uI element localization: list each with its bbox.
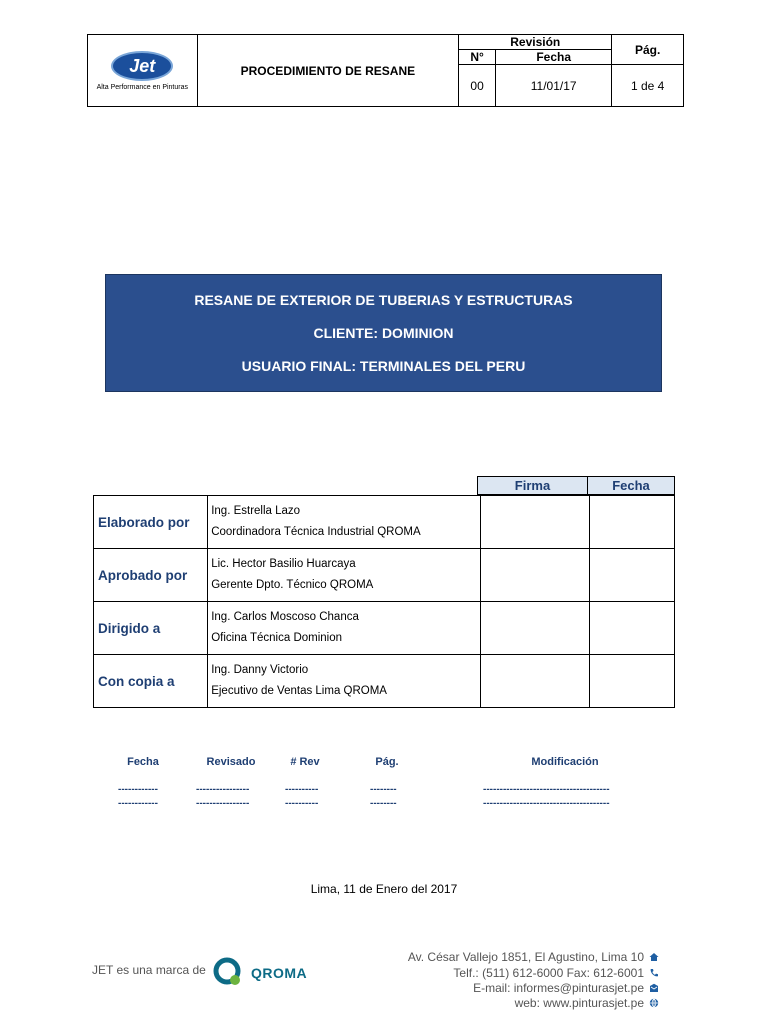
logo-tagline: Alta Performance en Pinturas	[96, 83, 188, 91]
rev-dash: ----------	[285, 798, 319, 809]
document-header	[87, 34, 684, 107]
rev-dash: ------------	[118, 784, 158, 795]
date-cell	[589, 549, 674, 602]
table-row	[94, 496, 675, 549]
signature-cell	[480, 655, 589, 708]
page-value: 1 de 4	[612, 65, 684, 107]
rev-dash: ------------	[118, 798, 158, 809]
globe-icon	[649, 998, 659, 1008]
rev-col-modification: Modificación	[531, 756, 599, 768]
person-cell	[208, 655, 480, 708]
title-line-3: USUARIO FINAL: TERMINALES DEL PERU	[241, 358, 526, 374]
rev-dash: --------------------------------------	[483, 784, 610, 795]
phone-icon	[649, 968, 659, 978]
person-role: Gerente Dpto. Técnico QROMA	[211, 579, 374, 591]
rev-dash: --------	[370, 784, 397, 795]
person-role: Coordinadora Técnica Industrial QROMA	[211, 526, 421, 538]
logo-cell	[88, 35, 198, 107]
row-label: Elaborado por	[94, 496, 208, 549]
brand-text: JET es una marca de	[92, 963, 206, 977]
qroma-logo-icon	[213, 957, 243, 987]
table-row	[94, 655, 675, 708]
date-cell	[589, 496, 674, 549]
signature-column-header: Firma	[477, 476, 588, 495]
place-date: Lima, 11 de Enero del 2017	[310, 882, 458, 896]
title-box	[105, 274, 662, 392]
rev-dash: --------	[370, 798, 397, 809]
rev-col-page: Pág.	[375, 756, 399, 768]
date-cell	[589, 655, 674, 708]
row-label: Dirigido a	[94, 602, 208, 655]
home-icon	[649, 952, 659, 962]
title-line-1: RESANE DE EXTERIOR DE TUBERIAS Y ESTRUCTURAS	[194, 292, 573, 308]
person-name: Lic. Hector Basilio Huarcaya	[211, 558, 356, 570]
footer-web: web: www.pinturasjet.pe	[514, 996, 644, 1010]
date-label: Fecha	[495, 50, 611, 65]
title-line-2: CLIENTE: DOMINION	[313, 325, 454, 341]
revision-date: 11/01/17	[495, 65, 611, 107]
date-column-header: Fecha	[587, 476, 675, 495]
signature-cell	[480, 496, 589, 549]
footer-phone: Telf.: (511) 612-6000 Fax: 612-6001	[453, 966, 644, 980]
rev-col-fecha: Fecha	[127, 756, 159, 768]
person-cell	[208, 602, 480, 655]
rev-dash: ----------------	[196, 784, 250, 795]
email-icon	[649, 983, 659, 993]
table-row	[94, 549, 675, 602]
table-row	[94, 602, 675, 655]
person-name: Ing. Estrella Lazo	[211, 505, 301, 517]
rev-dash: ----------	[285, 784, 319, 795]
procedure-title: PROCEDIMIENTO DE RESANE	[197, 35, 459, 107]
page-label: Pág.	[612, 35, 684, 65]
person-name: Ing. Danny Victorio	[211, 664, 309, 676]
rev-dash: ----------------	[196, 798, 250, 809]
row-label: Con copia a	[94, 655, 208, 708]
rev-col-revisado: Revisado	[206, 756, 256, 768]
footer-email: E-mail: informes@pinturasjet.pe	[473, 981, 644, 995]
person-name: Ing. Carlos Moscoso Chanca	[211, 611, 359, 623]
person-cell	[208, 496, 480, 549]
qroma-wordmark: QROMA	[251, 965, 308, 981]
revision-label: Revisión	[459, 35, 612, 50]
date-cell	[589, 602, 674, 655]
row-label: Aprobado por	[94, 549, 208, 602]
person-role: Oficina Técnica Dominion	[211, 632, 343, 644]
person-cell	[208, 549, 480, 602]
rev-col-number: # Rev	[290, 756, 320, 768]
footer-address: Av. César Vallejo 1851, El Agustino, Lima 10	[407, 950, 644, 964]
approvals-table	[93, 495, 675, 708]
signature-cell	[480, 602, 589, 655]
rev-dash: --------------------------------------	[483, 798, 610, 809]
person-role: Ejecutivo de Ventas Lima QROMA	[211, 685, 387, 697]
jet-logo: Jet	[111, 51, 173, 81]
signature-cell	[480, 549, 589, 602]
number-label: N°	[459, 50, 496, 65]
revision-number: 00	[459, 65, 496, 107]
